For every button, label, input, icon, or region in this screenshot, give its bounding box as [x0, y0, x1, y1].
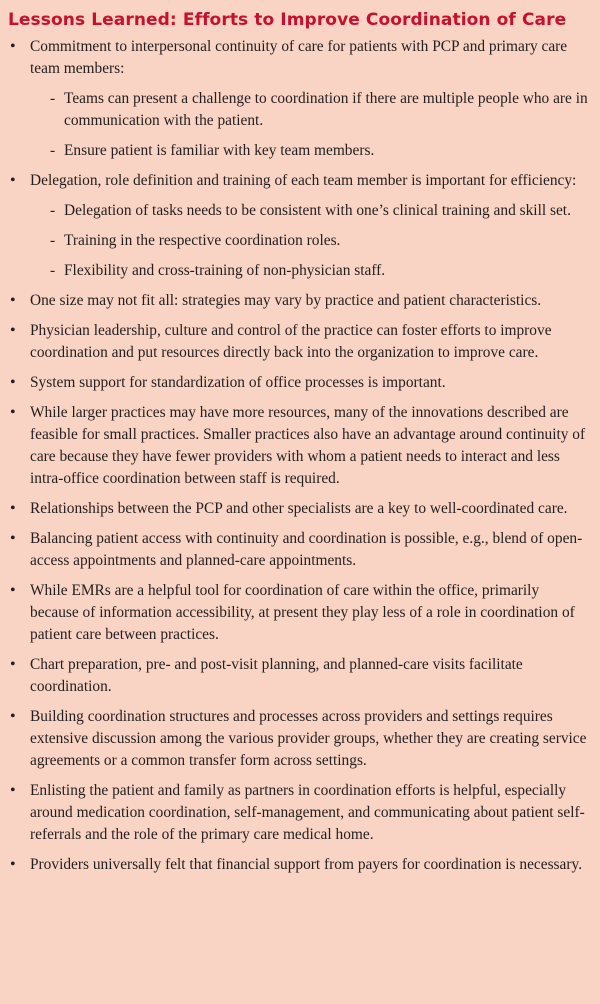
lesson-text: Providers universally felt that financial support from payers for coordination is necessary.	[30, 856, 583, 873]
lesson-text: Relationships between the PCP and other specialists are a key to well-coordinated care.	[30, 500, 568, 517]
lesson-subitem	[30, 200, 590, 222]
lesson-item	[8, 36, 590, 162]
lesson-item	[8, 780, 590, 846]
lesson-item	[8, 498, 590, 520]
lesson-subitem	[30, 88, 590, 132]
lesson-subitem-text: Flexibility and cross-training of non-physician staff.	[64, 262, 386, 279]
dash-marker: -	[50, 202, 56, 219]
lesson-text: Chart preparation, pre- and post-visit planning, and planned-care visits facilitate coordination.	[30, 656, 523, 695]
lesson-text: While EMRs are a helpful tool for coordination of care within the office, primarily because of information accessibility, at present they play less of a role in coordination of patient care between practices.	[30, 582, 575, 643]
lesson-subitem	[30, 260, 590, 282]
lesson-text: While larger practices may have more resources, many of the innovations described are feasible for small practices. Smaller practices also have an advantage around continuity of care because they have fewer providers with whom a patient needs to interact and less intra-office coordination between staff is required.	[30, 404, 586, 487]
lesson-sublist	[30, 88, 590, 162]
lesson-item	[8, 580, 590, 646]
lesson-text: Delegation, role definition and training of each team member is important for efficiency:	[30, 172, 577, 189]
lesson-sublist	[30, 200, 590, 282]
lesson-text: One size may not fit all: strategies may vary by practice and patient characteristics.	[30, 292, 542, 309]
lesson-item	[8, 654, 590, 698]
lesson-subitem-text: Delegation of tasks needs to be consistent with one’s clinical training and skill set.	[64, 202, 571, 219]
lessons-list	[8, 36, 590, 876]
lesson-text: Enlisting the patient and family as partners in coordination efforts is helpful, especially around medication coordination, self-management, and communicating about patient self-referrals and the role of the primary care medical home.	[30, 782, 585, 843]
lesson-text: Commitment to interpersonal continuity of care for patients with PCP and primary care team members:	[30, 38, 568, 77]
lesson-item	[8, 402, 590, 490]
dash-marker: -	[50, 142, 56, 159]
lesson-item	[8, 170, 590, 282]
lesson-text: Building coordination structures and processes across providers and settings requires extensive discussion among the various provider groups, whether they are creating service agreements or a common transfer form across settings.	[30, 708, 587, 769]
lesson-item	[8, 706, 590, 772]
dash-marker: -	[50, 90, 56, 107]
lesson-item	[8, 320, 590, 364]
lesson-subitem	[30, 230, 590, 252]
lesson-item	[8, 290, 590, 312]
lesson-item	[8, 372, 590, 394]
lesson-subitem-text: Teams can present a challenge to coordination if there are multiple people who are in communication with the patient.	[64, 90, 588, 129]
lesson-item	[8, 528, 590, 572]
dash-marker: -	[50, 232, 56, 249]
lesson-item	[8, 854, 590, 876]
box-title: Lessons Learned: Efforts to Improve Coordination of Care	[8, 10, 567, 30]
lesson-text: Physician leadership, culture and control of the practice can foster efforts to improve coordination and put resources directly back into the organization to improve care.	[30, 322, 552, 361]
dash-marker: -	[50, 262, 56, 279]
lesson-text: System support for standardization of office processes is important.	[30, 374, 446, 391]
lesson-text: Balancing patient access with continuity and coordination is possible, e.g., blend of open-access appointments and planned-care appointments.	[30, 530, 583, 569]
lesson-subitem-text: Training in the respective coordination roles.	[64, 232, 341, 249]
lesson-subitem-text: Ensure patient is familiar with key team members.	[64, 142, 375, 159]
lesson-subitem	[30, 140, 590, 162]
